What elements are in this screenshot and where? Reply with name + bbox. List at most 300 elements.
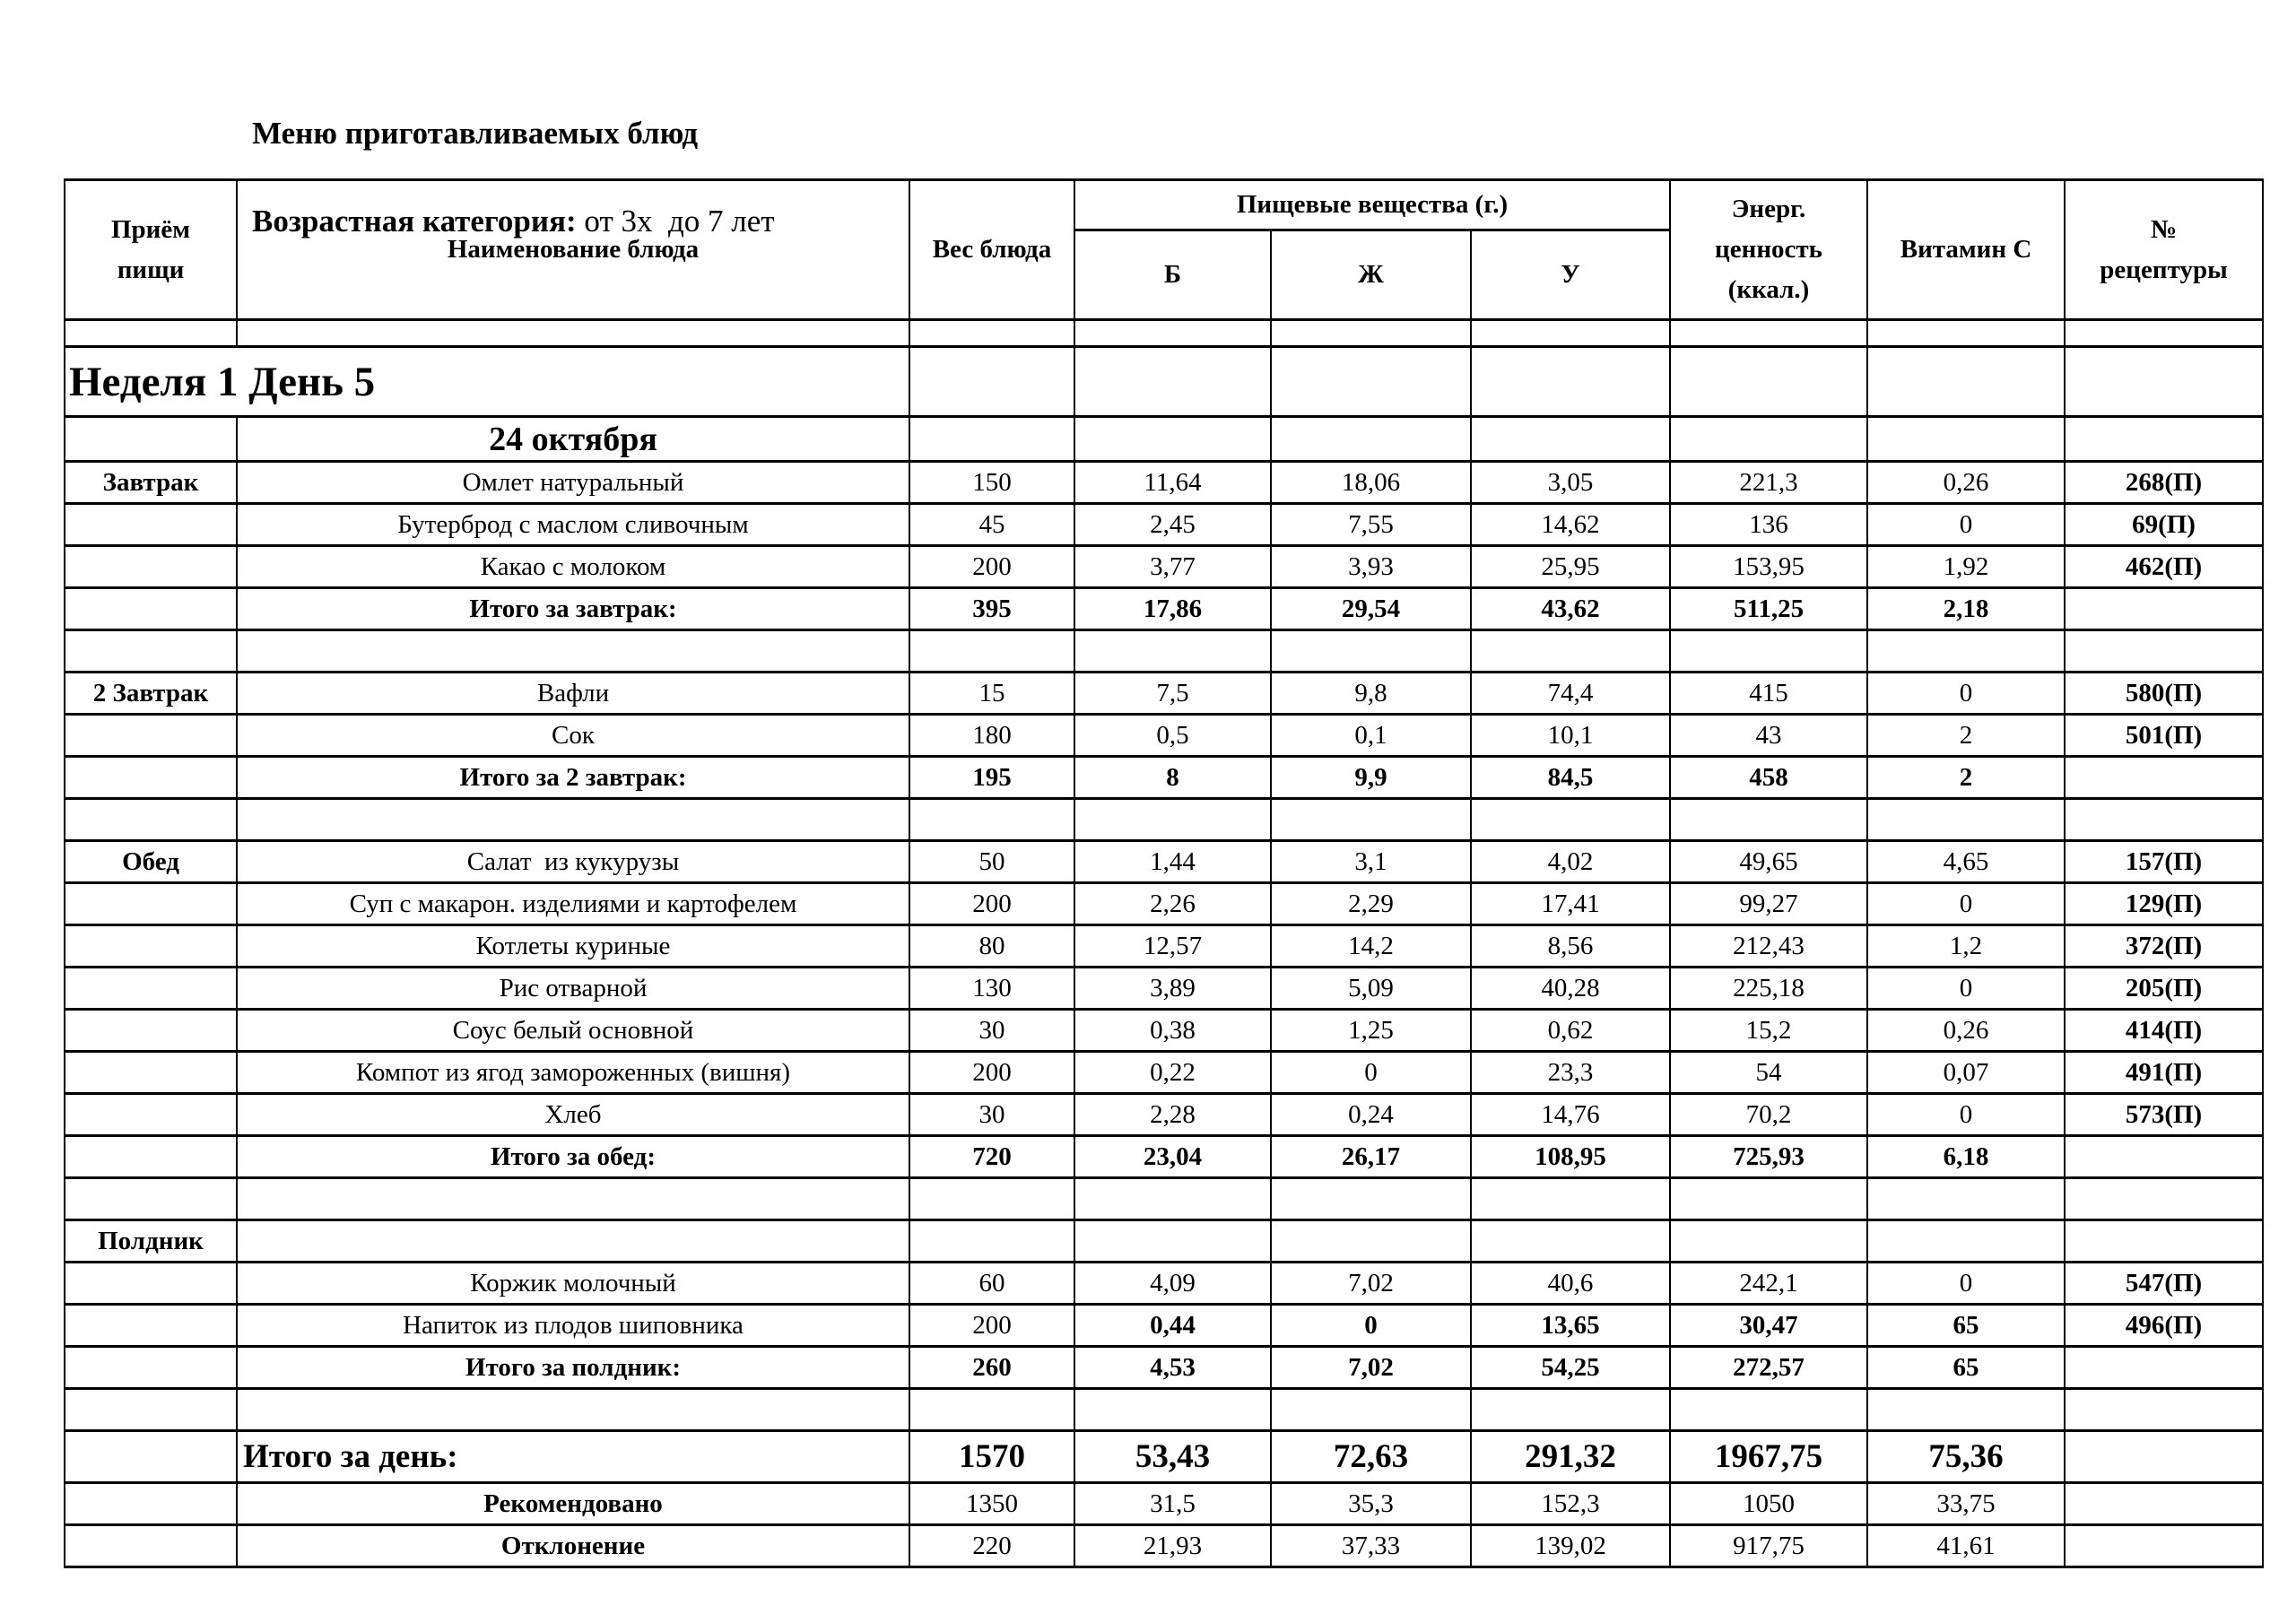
protein-cell: 17,86 (1074, 588, 1271, 630)
dish-name-cell: 24 октября (237, 417, 909, 462)
carbs-cell: 291,32 (1471, 1431, 1670, 1483)
energy-cell: 221,3 (1670, 462, 1867, 504)
dish-name-cell: Итого за день: (237, 1431, 909, 1483)
recipe-cell (2065, 588, 2263, 630)
weight-cell (909, 320, 1074, 347)
fat-cell: 14,2 (1271, 925, 1471, 968)
vitamin-c-cell (1867, 799, 2065, 841)
vitamin-c-cell: 65 (1867, 1305, 2065, 1347)
carbs-cell: 139,02 (1471, 1525, 1670, 1567)
carbs-cell: 152,3 (1471, 1483, 1670, 1525)
recipe-cell: 372(П) (2065, 925, 2263, 968)
table-row (65, 1094, 2263, 1136)
menu-table-header (65, 180, 2263, 320)
table-row (65, 757, 2263, 799)
vitamin-c-cell: 33,75 (1867, 1483, 2065, 1525)
dish-name-cell: Омлет натуральный (237, 462, 909, 504)
carbs-cell: 74,4 (1471, 673, 1670, 715)
energy-cell (1670, 1389, 1867, 1431)
fat-cell: 7,02 (1271, 1263, 1471, 1305)
carbs-cell: 40,6 (1471, 1263, 1670, 1305)
meal-cell (65, 504, 237, 546)
header-meal-line2: пищи (117, 255, 185, 284)
dish-name-cell: Суп с макарон. изделиями и картофелем (237, 883, 909, 925)
fat-cell: 37,33 (1271, 1525, 1471, 1567)
table-row (65, 968, 2263, 1010)
weight-cell: 180 (909, 715, 1074, 757)
table-row (65, 1178, 2263, 1220)
document-title: Меню приготавливаемых блюд (252, 116, 699, 152)
weight-cell: 200 (909, 1052, 1074, 1094)
energy-cell: 70,2 (1670, 1094, 1867, 1136)
carbs-cell: 8,56 (1471, 925, 1670, 968)
dish-name-cell (237, 630, 909, 673)
dish-name-cell (237, 320, 909, 347)
energy-cell: 1967,75 (1670, 1431, 1867, 1483)
recipe-cell (2065, 1347, 2263, 1389)
vitamin-c-cell (1867, 630, 2065, 673)
header-dish-name: Наименование блюда (237, 180, 909, 320)
recipe-cell: 414(П) (2065, 1010, 2263, 1052)
protein-cell (1074, 1220, 1271, 1263)
protein-cell (1074, 1389, 1271, 1431)
carbs-cell: 14,62 (1471, 504, 1670, 546)
table-row (65, 883, 2263, 925)
meal-cell: Обед (65, 841, 237, 883)
header-carbs: У (1471, 230, 1670, 320)
carbs-cell: 3,05 (1471, 462, 1670, 504)
fat-cell (1271, 1220, 1471, 1263)
protein-cell: 4,53 (1074, 1347, 1271, 1389)
meal-cell (65, 715, 237, 757)
recipe-cell (2065, 1431, 2263, 1483)
dish-name-cell: Соус белый основной (237, 1010, 909, 1052)
meal-cell: 2 Завтрак (65, 673, 237, 715)
weight-cell: 200 (909, 1305, 1074, 1347)
header-nutrients-group: Пищевые вещества (г.) (1074, 180, 1670, 230)
header-row-top (65, 180, 2263, 230)
fat-cell: 9,9 (1271, 757, 1471, 799)
meal-cell (65, 1010, 237, 1052)
meal-cell (65, 1347, 237, 1389)
energy-cell: 725,93 (1670, 1136, 1867, 1178)
meal-cell (65, 1052, 237, 1094)
energy-cell (1670, 417, 1867, 462)
recipe-cell (2065, 1389, 2263, 1431)
carbs-cell: 10,1 (1471, 715, 1670, 757)
weight-cell (909, 417, 1074, 462)
weight-cell: 220 (909, 1525, 1074, 1567)
dish-name-cell: Хлеб (237, 1094, 909, 1136)
vitamin-c-cell: 0 (1867, 1094, 2065, 1136)
table-row (65, 1431, 2263, 1483)
recipe-cell (2065, 417, 2263, 462)
energy-cell (1670, 1220, 1867, 1263)
recipe-cell: 580(П) (2065, 673, 2263, 715)
vitamin-c-cell: 2,18 (1867, 588, 2065, 630)
table-row (65, 546, 2263, 588)
protein-cell: 4,09 (1074, 1263, 1271, 1305)
protein-cell: 3,77 (1074, 546, 1271, 588)
energy-cell: 49,65 (1670, 841, 1867, 883)
recipe-cell (2065, 1136, 2263, 1178)
recipe-cell (2065, 1483, 2263, 1525)
table-row (65, 1389, 2263, 1431)
dish-name-cell: Котлеты куриные (237, 925, 909, 968)
vitamin-c-cell: 0,26 (1867, 462, 2065, 504)
recipe-cell: 501(П) (2065, 715, 2263, 757)
meal-cell (65, 1305, 237, 1347)
table-row (65, 715, 2263, 757)
fat-cell (1271, 417, 1471, 462)
carbs-cell (1471, 417, 1670, 462)
table-row (65, 1136, 2263, 1178)
meal-cell: Завтрак (65, 462, 237, 504)
fat-cell: 35,3 (1271, 1483, 1471, 1525)
meal-cell (65, 1178, 237, 1220)
energy-cell: 917,75 (1670, 1525, 1867, 1567)
carbs-cell (1471, 1389, 1670, 1431)
protein-cell: 0,44 (1074, 1305, 1271, 1347)
fat-cell: 18,06 (1271, 462, 1471, 504)
vitamin-c-cell: 65 (1867, 1347, 2065, 1389)
dish-name-cell: Отклонение (237, 1525, 909, 1567)
dish-name-cell: Итого за полдник: (237, 1347, 909, 1389)
dish-name-cell (237, 1178, 909, 1220)
vitamin-c-cell: 1,92 (1867, 546, 2065, 588)
age-category-label: Возрастная категория: (252, 203, 577, 239)
protein-cell: 11,64 (1074, 462, 1271, 504)
table-row (65, 1052, 2263, 1094)
header-fat: Ж (1271, 230, 1471, 320)
vitamin-c-cell: 4,65 (1867, 841, 2065, 883)
fat-cell: 0 (1271, 1052, 1471, 1094)
fat-cell: 0,1 (1271, 715, 1471, 757)
vitamin-c-cell: 2 (1867, 715, 2065, 757)
carbs-cell: 17,41 (1471, 883, 1670, 925)
protein-cell (1074, 1178, 1271, 1220)
week-day-cell: Неделя 1 День 5 (65, 347, 909, 417)
recipe-cell: 547(П) (2065, 1263, 2263, 1305)
header-energy-line2: ценность (1715, 235, 1822, 265)
energy-cell: 458 (1670, 757, 1867, 799)
carbs-cell: 108,95 (1471, 1136, 1670, 1178)
dish-name-cell: Сок (237, 715, 909, 757)
carbs-cell (1471, 347, 1670, 417)
energy-cell: 99,27 (1670, 883, 1867, 925)
table-row (65, 925, 2263, 968)
recipe-cell: 205(П) (2065, 968, 2263, 1010)
carbs-cell: 14,76 (1471, 1094, 1670, 1136)
dish-name-cell (237, 799, 909, 841)
recipe-cell (2065, 1220, 2263, 1263)
header-energy-line1: Энерг. (1731, 195, 1806, 224)
meal-cell: Полдник (65, 1220, 237, 1263)
energy-cell: 30,47 (1670, 1305, 1867, 1347)
fat-cell: 7,02 (1271, 1347, 1471, 1389)
weight-cell (909, 1220, 1074, 1263)
energy-cell: 136 (1670, 504, 1867, 546)
vitamin-c-cell: 0,07 (1867, 1052, 2065, 1094)
weight-cell (909, 799, 1074, 841)
weight-cell: 1350 (909, 1483, 1074, 1525)
carbs-cell: 4,02 (1471, 841, 1670, 883)
weight-cell (909, 347, 1074, 417)
weight-cell: 30 (909, 1010, 1074, 1052)
meal-cell (65, 968, 237, 1010)
fat-cell: 0 (1271, 1305, 1471, 1347)
carbs-cell: 0,62 (1471, 1010, 1670, 1052)
energy-cell: 43 (1670, 715, 1867, 757)
dish-name-cell: Рекомендовано (237, 1483, 909, 1525)
fat-cell: 72,63 (1271, 1431, 1471, 1483)
weight-cell: 45 (909, 504, 1074, 546)
protein-cell: 7,5 (1074, 673, 1271, 715)
meal-cell (65, 1525, 237, 1567)
vitamin-c-cell (1867, 1178, 2065, 1220)
header-recipe-line1: № (2150, 214, 2178, 244)
meal-cell (65, 588, 237, 630)
protein-cell: 0,38 (1074, 1010, 1271, 1052)
dish-name-cell (237, 1389, 909, 1431)
dish-name-cell: Салат из кукурузы (237, 841, 909, 883)
meal-cell (65, 757, 237, 799)
energy-cell (1670, 320, 1867, 347)
meal-cell (65, 1483, 237, 1525)
recipe-cell (2065, 630, 2263, 673)
recipe-cell: 69(П) (2065, 504, 2263, 546)
header-protein: Б (1074, 230, 1271, 320)
protein-cell (1074, 320, 1271, 347)
weight-cell: 130 (909, 968, 1074, 1010)
meal-cell (65, 1263, 237, 1305)
protein-cell: 2,26 (1074, 883, 1271, 925)
energy-cell: 212,43 (1670, 925, 1867, 968)
weight-cell (909, 1389, 1074, 1431)
carbs-cell (1471, 1220, 1670, 1263)
table-row (65, 504, 2263, 546)
vitamin-c-cell: 0 (1867, 1263, 2065, 1305)
vitamin-c-cell (1867, 1389, 2065, 1431)
protein-cell: 12,57 (1074, 925, 1271, 968)
protein-cell (1074, 347, 1271, 417)
vitamin-c-cell (1867, 347, 2065, 417)
energy-cell (1670, 347, 1867, 417)
fat-cell (1271, 630, 1471, 673)
vitamin-c-cell: 2 (1867, 757, 2065, 799)
menu-table (64, 178, 2264, 1568)
carbs-cell: 84,5 (1471, 757, 1670, 799)
recipe-cell (2065, 1525, 2263, 1567)
weight-cell: 150 (909, 462, 1074, 504)
dish-name-cell: Компот из ягод замороженных (вишня) (237, 1052, 909, 1094)
dish-name-cell: Напиток из плодов шиповника (237, 1305, 909, 1347)
header-energy-line3: (ккал.) (1727, 274, 1810, 304)
protein-cell: 23,04 (1074, 1136, 1271, 1178)
carbs-cell (1471, 799, 1670, 841)
weight-cell: 50 (909, 841, 1074, 883)
table-row (65, 588, 2263, 630)
table-row (65, 799, 2263, 841)
energy-cell: 1050 (1670, 1483, 1867, 1525)
table-row (65, 1220, 2263, 1263)
protein-cell: 8 (1074, 757, 1271, 799)
recipe-cell (2065, 757, 2263, 799)
fat-cell: 0,24 (1271, 1094, 1471, 1136)
header-recipe-line2: рецептуры (2100, 255, 2228, 284)
energy-cell (1670, 630, 1867, 673)
carbs-cell: 25,95 (1471, 546, 1670, 588)
vitamin-c-cell: 0 (1867, 883, 2065, 925)
weight-cell: 720 (909, 1136, 1074, 1178)
fat-cell: 7,55 (1271, 504, 1471, 546)
fat-cell: 5,09 (1271, 968, 1471, 1010)
meal-cell (65, 1389, 237, 1431)
fat-cell: 9,8 (1271, 673, 1471, 715)
recipe-cell: 496(П) (2065, 1305, 2263, 1347)
protein-cell: 0,22 (1074, 1052, 1271, 1094)
table-row (65, 1010, 2263, 1052)
energy-cell: 225,18 (1670, 968, 1867, 1010)
carbs-cell: 54,25 (1471, 1347, 1670, 1389)
vitamin-c-cell (1867, 1220, 2065, 1263)
recipe-cell: 129(П) (2065, 883, 2263, 925)
fat-cell (1271, 320, 1471, 347)
protein-cell (1074, 799, 1271, 841)
fat-cell: 3,1 (1271, 841, 1471, 883)
table-row (65, 1347, 2263, 1389)
vitamin-c-cell: 6,18 (1867, 1136, 2065, 1178)
protein-cell: 3,89 (1074, 968, 1271, 1010)
fat-cell: 2,29 (1271, 883, 1471, 925)
table-row (65, 320, 2263, 347)
protein-cell: 2,28 (1074, 1094, 1271, 1136)
weight-cell: 80 (909, 925, 1074, 968)
vitamin-c-cell: 0 (1867, 968, 2065, 1010)
energy-cell: 511,25 (1670, 588, 1867, 630)
vitamin-c-cell: 1,2 (1867, 925, 2065, 968)
vitamin-c-cell: 75,36 (1867, 1431, 2065, 1483)
table-row (65, 417, 2263, 462)
table-row (65, 462, 2263, 504)
carbs-cell (1471, 320, 1670, 347)
meal-cell (65, 1431, 237, 1483)
weight-cell: 195 (909, 757, 1074, 799)
fat-cell (1271, 347, 1471, 417)
fat-cell: 26,17 (1271, 1136, 1471, 1178)
carbs-cell: 43,62 (1471, 588, 1670, 630)
fat-cell: 1,25 (1271, 1010, 1471, 1052)
meal-cell (65, 799, 237, 841)
protein-cell: 1,44 (1074, 841, 1271, 883)
energy-cell: 153,95 (1670, 546, 1867, 588)
protein-cell (1074, 630, 1271, 673)
meal-cell (65, 417, 237, 462)
energy-cell: 272,57 (1670, 1347, 1867, 1389)
dish-name-cell (237, 1220, 909, 1263)
table-row (65, 630, 2263, 673)
recipe-cell: 157(П) (2065, 841, 2263, 883)
table-row (65, 347, 2263, 417)
vitamin-c-cell: 0 (1867, 504, 2065, 546)
weight-cell: 395 (909, 588, 1074, 630)
table-row (65, 1305, 2263, 1347)
weight-cell (909, 1178, 1074, 1220)
header-energy (1670, 180, 1867, 320)
table-row (65, 841, 2263, 883)
carbs-cell (1471, 1178, 1670, 1220)
header-recipe-number (2065, 180, 2263, 320)
dish-name-cell: Бутерброд с маслом сливочным (237, 504, 909, 546)
meal-cell (65, 630, 237, 673)
fat-cell: 29,54 (1271, 588, 1471, 630)
vitamin-c-cell: 0 (1867, 673, 2065, 715)
dish-name-cell: Итого за 2 завтрак: (237, 757, 909, 799)
weight-cell (909, 630, 1074, 673)
dish-name-cell: Рис отварной (237, 968, 909, 1010)
recipe-cell: 573(П) (2065, 1094, 2263, 1136)
fat-cell (1271, 1389, 1471, 1431)
carbs-cell: 40,28 (1471, 968, 1670, 1010)
dish-name-cell: Итого за обед: (237, 1136, 909, 1178)
protein-cell: 2,45 (1074, 504, 1271, 546)
dish-name-cell: Какао с молоком (237, 546, 909, 588)
meal-cell (65, 1094, 237, 1136)
fat-cell: 3,93 (1271, 546, 1471, 588)
header-weight: Вес блюда (909, 180, 1074, 320)
weight-cell: 260 (909, 1347, 1074, 1389)
meal-cell (65, 1136, 237, 1178)
weight-cell: 30 (909, 1094, 1074, 1136)
table-row (65, 1263, 2263, 1305)
protein-cell (1074, 417, 1271, 462)
age-category-value: от 3х до 7 лет (576, 203, 775, 239)
protein-cell: 21,93 (1074, 1525, 1271, 1567)
weight-cell: 200 (909, 883, 1074, 925)
energy-cell: 15,2 (1670, 1010, 1867, 1052)
recipe-cell: 491(П) (2065, 1052, 2263, 1094)
meal-cell (65, 925, 237, 968)
fat-cell (1271, 1178, 1471, 1220)
header-meal-line1: Приём (110, 214, 191, 244)
vitamin-c-cell (1867, 320, 2065, 347)
menu-table-body (65, 320, 2263, 1567)
protein-cell: 0,5 (1074, 715, 1271, 757)
recipe-cell: 462(П) (2065, 546, 2263, 588)
table-row (65, 673, 2263, 715)
vitamin-c-cell (1867, 417, 2065, 462)
recipe-cell (2065, 347, 2263, 417)
energy-cell: 242,1 (1670, 1263, 1867, 1305)
weight-cell: 1570 (909, 1431, 1074, 1483)
recipe-cell (2065, 320, 2263, 347)
protein-cell: 53,43 (1074, 1431, 1271, 1483)
meal-cell (65, 546, 237, 588)
carbs-cell: 13,65 (1471, 1305, 1670, 1347)
energy-cell (1670, 1178, 1867, 1220)
meal-cell (65, 320, 237, 347)
energy-cell: 54 (1670, 1052, 1867, 1094)
carbs-cell: 23,3 (1471, 1052, 1670, 1094)
dish-name-cell: Коржик молочный (237, 1263, 909, 1305)
recipe-cell (2065, 799, 2263, 841)
table-row (65, 1483, 2263, 1525)
recipe-cell: 268(П) (2065, 462, 2263, 504)
weight-cell: 60 (909, 1263, 1074, 1305)
dish-name-cell: Итого за завтрак: (237, 588, 909, 630)
recipe-cell (2065, 1178, 2263, 1220)
header-meal (65, 180, 237, 320)
